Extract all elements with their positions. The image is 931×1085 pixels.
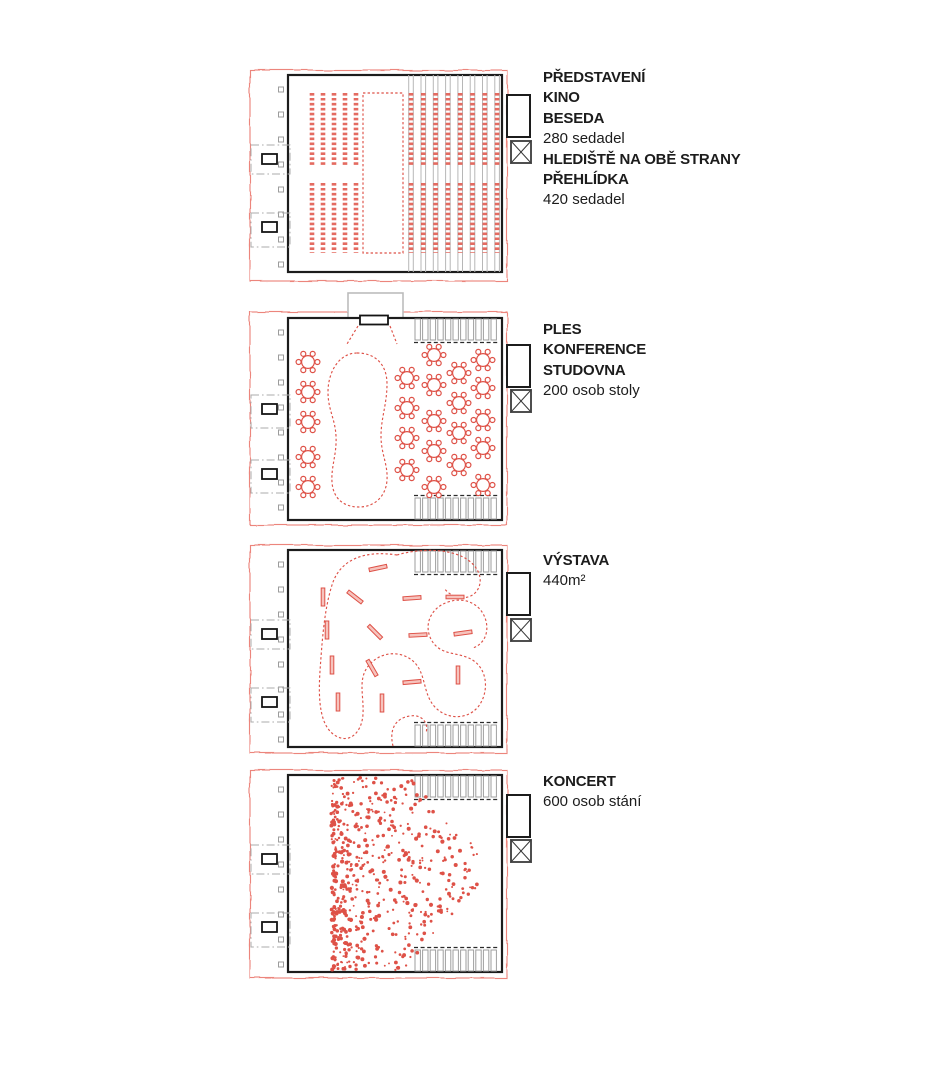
stair-core (507, 95, 530, 137)
stacked-bleachers-bottom (414, 948, 498, 972)
side-annex-entries (251, 145, 290, 247)
hall-walls (288, 318, 502, 520)
caption-line: HLEDIŠTĚ NA OBĚ STRANY (543, 150, 741, 168)
plan-ball-conference (245, 288, 537, 534)
elevator-symbol (511, 141, 531, 163)
plan-performance-drawing (245, 60, 537, 293)
caption-line: VÝSTAVA (543, 552, 610, 569)
plan-performance-hall (245, 60, 537, 293)
caption-line: PŘEDSTAVENÍ (543, 69, 646, 86)
stage-opening (360, 316, 388, 325)
elevator-symbol (511, 390, 531, 412)
structural-columns (279, 330, 284, 510)
stacked-bleachers-top (414, 551, 498, 575)
caption-line: BESEDA (543, 109, 605, 127)
caption-line: PŘEHLÍDKA (543, 171, 629, 189)
side-annex-entries (251, 845, 290, 947)
caption-line: 420 sedadel (543, 191, 625, 209)
side-annex-entries (251, 620, 290, 722)
hall-walls (288, 550, 502, 747)
plan-concert (245, 760, 537, 986)
plan-exhibition (245, 535, 537, 761)
structural-columns (279, 787, 284, 967)
stair-core (507, 345, 530, 387)
caption-line: 280 sedadel (543, 130, 625, 148)
side-annex-entries (251, 395, 290, 493)
caption-concert (543, 772, 641, 813)
caption-ball (543, 320, 646, 402)
caption-line: PLES (543, 321, 582, 338)
stair-core (507, 573, 530, 615)
stacked-bleachers-bottom (414, 496, 498, 520)
plan-exhibition-drawing (245, 535, 537, 761)
caption-performance (543, 68, 741, 211)
caption-line: KONFERENCE (543, 341, 647, 359)
caption-line: 600 osob stání (543, 793, 642, 811)
caption-line: 200 osob stoly (543, 382, 640, 400)
stair-core (507, 795, 530, 837)
caption-line: KINO (543, 89, 580, 107)
plan-ball-drawing (245, 288, 537, 534)
elevator-symbol (511, 840, 531, 862)
elevator-symbol (511, 619, 531, 641)
caption-line: KONCERT (543, 773, 616, 790)
plan-concert-drawing (245, 760, 537, 986)
structural-columns (279, 562, 284, 742)
structural-columns (279, 87, 284, 267)
caption-line: 440m² (543, 572, 586, 590)
stacked-bleachers-top (414, 319, 498, 343)
hall-walls (288, 775, 502, 972)
caption-line: STUDOVNA (543, 361, 626, 379)
caption-exhibition (543, 551, 609, 592)
